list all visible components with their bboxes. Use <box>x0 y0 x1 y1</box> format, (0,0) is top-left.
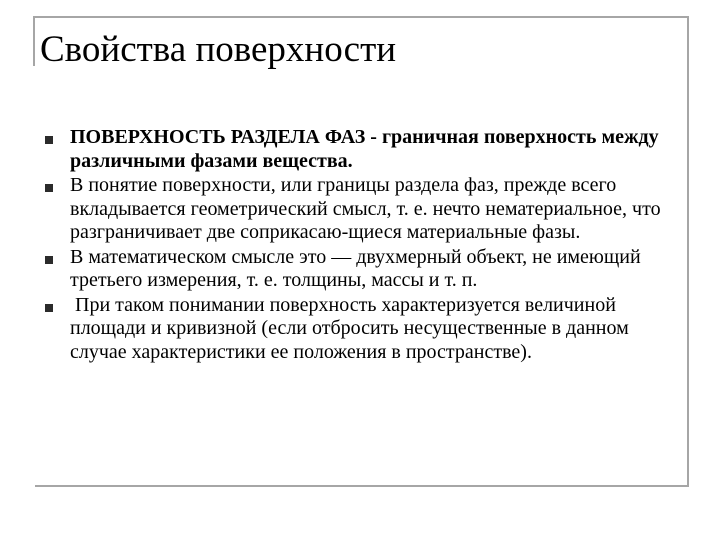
frame-left-line <box>33 16 35 66</box>
bullet-item-area-curvature <box>45 294 675 365</box>
bullet-bold-text: ПОВЕРХНОСТЬ РАЗДЕЛА ФАЗ - граничная поверхность между различными фазами вещества. <box>70 126 659 172</box>
slide-title: Свойства поверхности <box>40 29 397 70</box>
square-bullet-icon <box>45 304 53 312</box>
frame-bottom-line <box>35 485 689 487</box>
bullet-text: В понятие поверхности, или границы раздела фаз, прежде всего вкладывается геометрический смысл, т. е. нечто нематериальное, что разграничивает две соприкасаю-щиеся материальные фазы. <box>70 174 661 243</box>
bullet-list <box>45 126 675 365</box>
square-bullet-icon <box>45 256 53 264</box>
square-bullet-icon <box>45 184 53 192</box>
bullet-item-mathematical-sense <box>45 246 675 293</box>
bullet-item-definition <box>45 126 675 173</box>
bullet-item-geometric-sense <box>45 174 675 245</box>
bullet-text: При таком понимании поверхность характеризуется величиной площади и кривизной (если отбросить несущественные в данном случае характеристики ее положения в пространстве). <box>70 293 634 363</box>
bullet-text: В математическом смысле это — двухмерный объект, не имеющий третьего измерения, т. е. толщины, массы и т. п. <box>70 245 641 291</box>
square-bullet-icon <box>45 136 53 144</box>
frame-top-line <box>33 16 689 18</box>
frame-right-line <box>687 16 689 486</box>
